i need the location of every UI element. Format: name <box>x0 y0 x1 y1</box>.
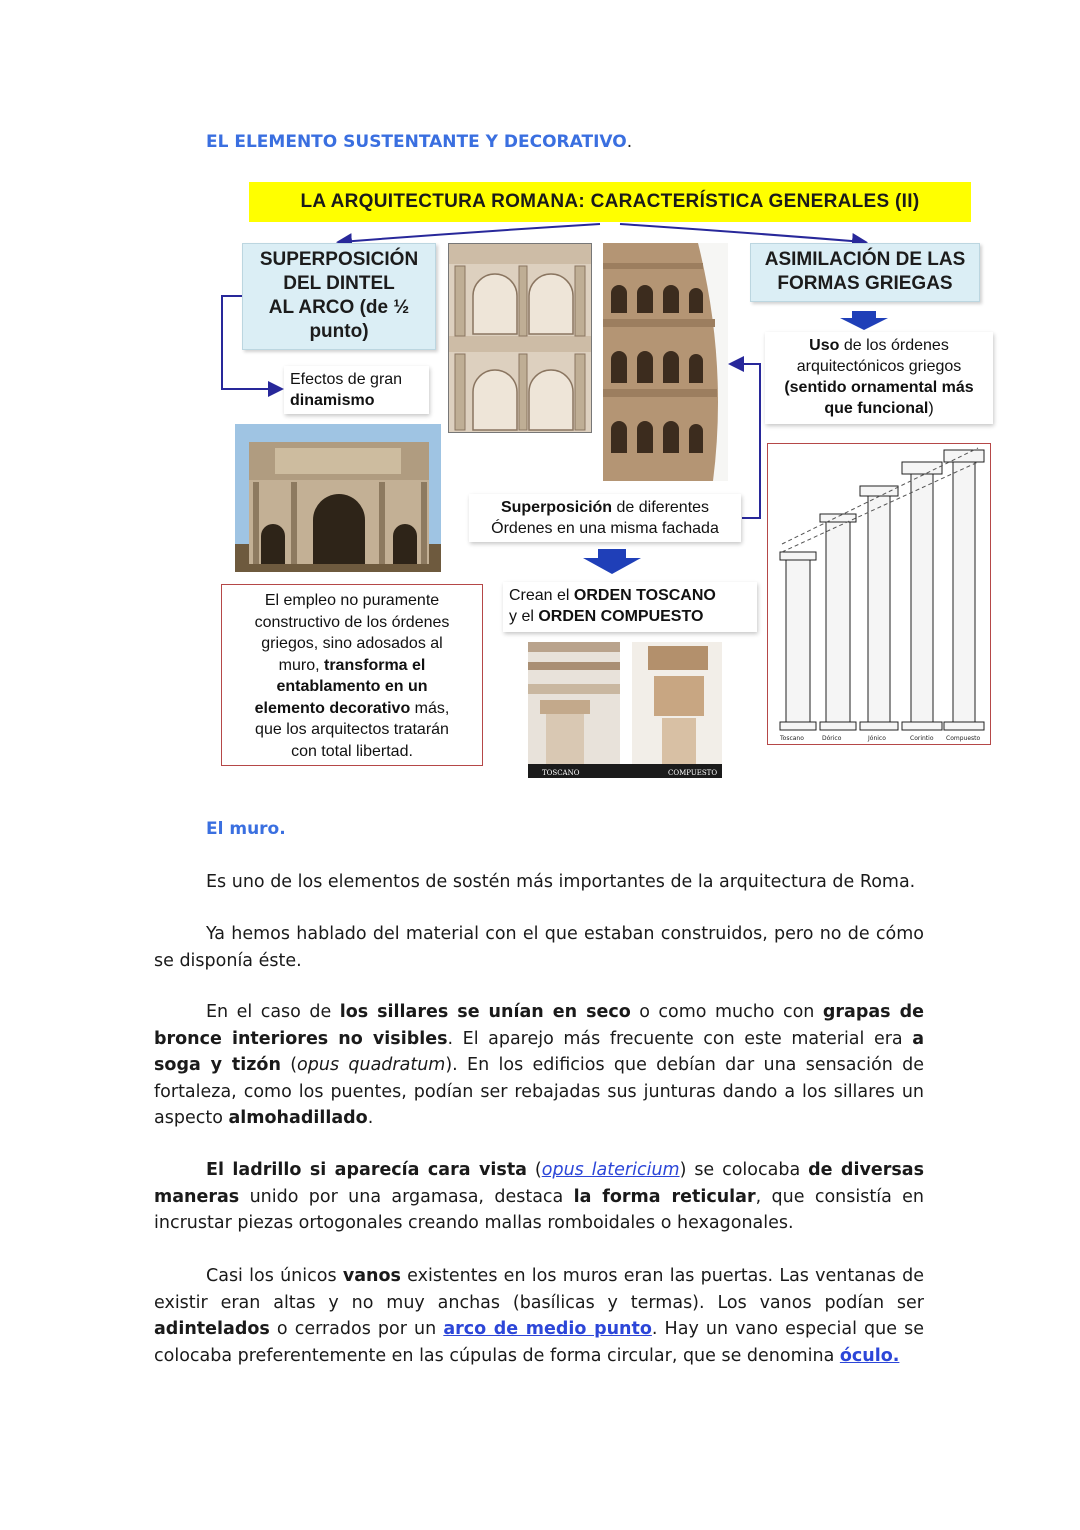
capital-label-compuesto: COMPUESTO <box>668 769 718 777</box>
order-label-toscano: Toscano <box>780 735 804 742</box>
down-arrow-right <box>840 311 888 330</box>
crean-ordenes-note: Crean el ORDEN TOSCANO y el ORDEN COMPUESTO <box>503 582 757 632</box>
link-arco-medio-punto[interactable]: arco de medio punto <box>443 1319 652 1339</box>
paragraph-3: En el caso de los sillares se unían en seco o como mucho con grapas de bronce interiores no visibles. El aparejo más frecuente con este material era a soga y tizón (opus quadratum). En los edificios que debían dar una sensación de fortaleza, como los puentes, podían ser rebajadas sus junturas dando a los sillares un aspecto almohadillado. <box>154 1002 925 1128</box>
paragraph-1: Es uno de los elementos de sostén más importantes de la arquitectura de Roma. <box>206 872 916 892</box>
order-label-dorico: Dórico <box>822 735 842 742</box>
arrow-to-right-box <box>620 224 864 242</box>
dinamismo-note: Efectos de gran dinamismo <box>284 366 429 414</box>
order-label-compuesto: Compuesto <box>946 735 981 742</box>
arrow-to-left-box <box>340 224 600 242</box>
down-arrow-center <box>583 549 641 574</box>
capital-label-toscano: TOSCANO <box>542 769 580 777</box>
facade-drawing-image <box>448 243 592 433</box>
paragraph-5: Casi los únicos vanos existentes en los muros eran las puertas. Las ventanas de existir eran altas y no muy anchas (basílicas y termas). Los vanos podían ser adintelados o cerrados por un arco de medio punto. Hay un vano especial que se colocaba preferentemente en las cúpulas de forma circular, que se denomina óculo. <box>154 1266 925 1366</box>
diagram-banner: LA ARQUITECTURA ROMANA: CARACTERÍSTICA GENERALES (II) <box>249 182 971 222</box>
order-label-corintio: Corintio <box>910 735 934 742</box>
section-title-sustentante: EL ELEMENTO SUSTENTANTE Y DECORATIVO. <box>206 132 633 152</box>
uso-ordenes-note: Uso de los órdenes arquitectónicos griegos (sentido ornamental más que funcional) <box>765 332 993 424</box>
link-oculo[interactable]: óculo. <box>839 1345 900 1366</box>
superposicion-dintel-box: SUPERPOSICIÓN DEL DINTEL AL ARCO (de ½ punto) <box>242 243 436 350</box>
greek-orders-drawing <box>767 443 991 745</box>
arch-of-constantine-photo <box>235 424 441 572</box>
section-title-muro: El muro. <box>206 819 286 839</box>
superposicion-ordenes-note: Superposición de diferentes Órdenes en una misma fachada <box>469 494 741 542</box>
link-opus-latericium[interactable]: opus latericium <box>541 1160 680 1180</box>
capitals-toscano-compuesto-photo <box>528 642 722 778</box>
paragraph-2: Ya hemos hablado del material con el que estaban construidos, pero no de cómo se disponía éste. <box>154 924 924 971</box>
empleo-ordenes-box: El empleo no puramente constructivo de los órdenes griegos, sino adosados al muro, transforma el entablamento en un elemento decorativo más, que los arquitectos tratarán con total libertad. <box>221 584 483 766</box>
colosseum-photo <box>603 243 728 481</box>
paragraph-4: El ladrillo si aparecía cara vista (opus latericium) se colocaba de diversas maneras unido por una argamasa, destaca la forma reticular, que consistía en incrustar piezas ortogonales creando mallas romboidales o hexagonales. <box>154 1160 925 1233</box>
order-label-jonico: Jónico <box>868 735 886 742</box>
asimilacion-formas-griegas-box: ASIMILACIÓN DE LAS FORMAS GRIEGAS <box>750 243 980 302</box>
